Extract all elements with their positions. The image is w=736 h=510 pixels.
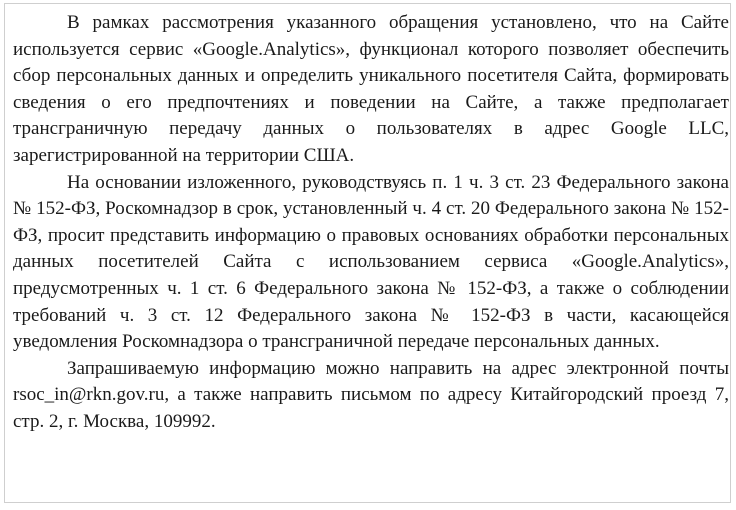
- document-body: [13, 10, 729, 436]
- document-frame: [4, 3, 731, 503]
- paragraph-findings: В рамках рассмотрения указанного обращения установлено, что на Сайте используется сервис «Google.Analytics», функционал которого позволяет обеспечить сбор персональных данных и определить уникального посетителя Сайта, формировать сведения о его предпочтениях и поведении на Сайте, а также предполагает трансграничную передачу данных о пользователях в адрес Google LLC, зарегистрированной на территории США.: [13, 12, 729, 166]
- paragraph-request: На основании изложенного, руководствуясь п. 1 ч. 3 ст. 23 Федерального закона № 152-ФЗ, Роскомнадзор в срок, установленный ч. 4 ст. 20 Федерального закона № 152-ФЗ, просит представить информацию о правовых основаниях обработки персональных данных посетителей Сайта с использованием сервиса «Google.Analytics», предусмотренных ч. 1 ст. 6 Федерального закона № 152-ФЗ, а также о соблюдении требований ч. 3 ст. 12 Федерального закона № 152-ФЗ в части, касающейся уведомления Роскомнадзора о трансграничной передаче персональных данных.: [13, 171, 729, 353]
- paragraph-contact: Запрашиваемую информацию можно направить на адрес электронной почты rsoc_in@rkn.gov.ru, а также направить письмом по адресу Китайгородский проезд 7, стр. 2, г. Москва, 109992.: [13, 357, 729, 432]
